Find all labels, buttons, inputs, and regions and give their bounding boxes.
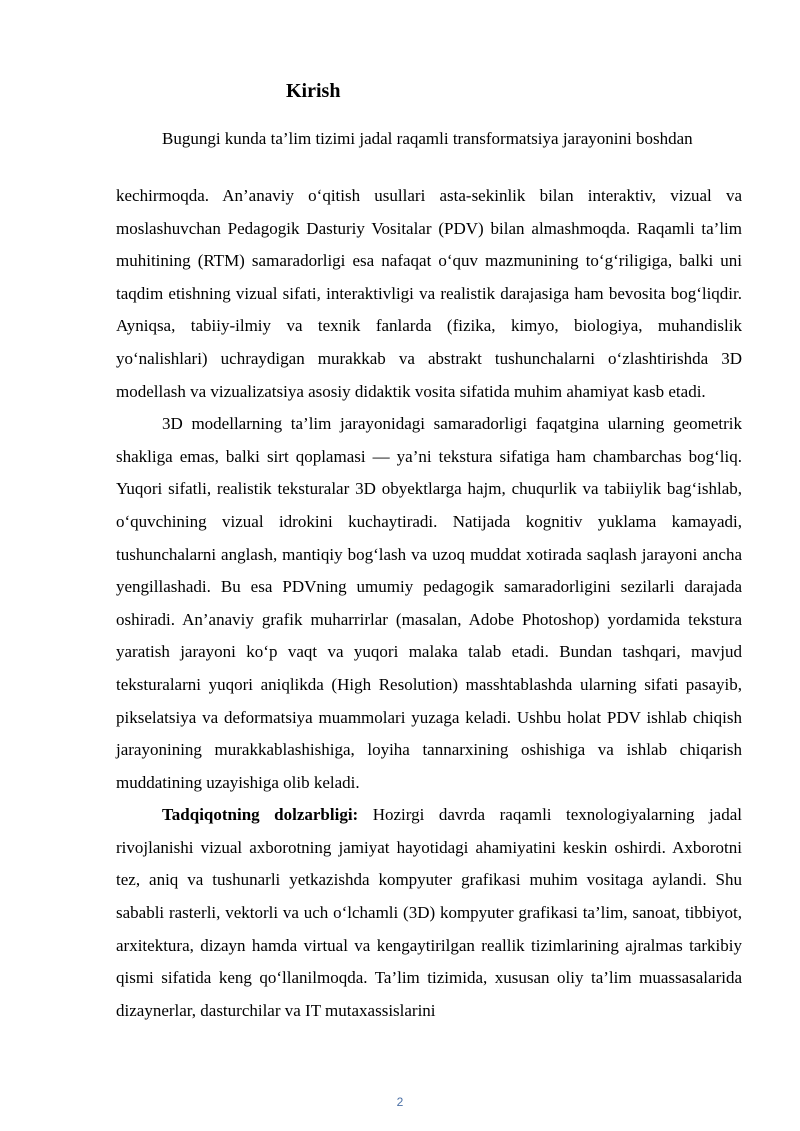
paragraph-3 xyxy=(116,799,742,1027)
paragraph-1-continuation: kechirmoqda. An’anaviy o‘qitish usullari asta-sekinlik bilan interaktiv, vizual va moslashuvchan Pedagogik Dasturiy Vositalar (PDV) bilan almashmoqda. Raqamli ta’lim muhitining (RTM) samaradorligi esa nafaqat o‘quv mazmunining to‘g‘riligiga, balki uni taqdim etishning vizual sifati, interaktivligi va realistik darajasiga ham bevosita bog‘liqdir. Ayniqsa, tabiiy-ilmiy va texnik fanlarda (fizika, kimyo, biologiya, muhandislik yo‘nalishlari) uchraydigan murakkab va abstrakt tushunchalarni o‘zlashtirishda 3D modellash va vizualizatsiya asosiy didaktik vosita sifatida muhim ahamiyat kasb etadi. xyxy=(116,186,742,401)
page-number: 2 xyxy=(396,1095,404,1109)
relevance-label: Tadqiqotning dolzarbligi: xyxy=(162,805,359,825)
paragraph-2: 3D modellarning ta’lim jarayonidagi samaradorligi faqatgina ularning geometrik shakliga emas, balki sirt qoplamasi — ya’ni tekstura sifatiga ham chambarchas bog‘liq. Yuqori sifatli, realistik teksturalar 3D obyektlarga hajm, chuqurlik va tabiiylik bag‘ishlab, o‘quvchining vizual idrokini kuchaytiradi. Natijada kognitiv yuklama kamayadi, tushunchalarni anglash, mantiqiy bog‘lash va uzoq muddat xotirada saqlash jarayoni ancha yengillashadi. Bu esa PDVning umumiy pedagogik samaradorligini sezilarli darajada oshiradi. An’anaviy grafik muharrirlar (masalan, Adobe Photoshop) yordamida tekstura yaratish jarayoni ko‘p vaqt va yuqori malaka talab etadi. Bundan tashqari, mavjud teksturalarni yuqori aniqlikda (High Resolution) masshtablashda ularning sifati pasayib, pikselatsiya va deformatsiya muammolari yuzaga keladi. Ushbu holat PDV ishlab chiqish jarayonining murakkablashishiga, loyiha tannarxining oshishiga va ishlab chiqarish muddatining uzayishiga olib keladi. xyxy=(116,414,742,792)
section-title: Kirish xyxy=(286,80,341,102)
document-body xyxy=(116,180,742,1027)
paragraph-3-text: Hozirgi davrda raqamli texnologiyalarning jadal rivojlanishi vizual axborotning jamiyat hayotidagi ahamiyatini keskin oshirdi. Axborotni tez, aniq va tushunarli yetkazishda kompyuter grafikasi muhim vositaga aylandi. Shu sababli rasterli, vektorli va uch o‘lchamli (3D) kompyuter grafikasi ta’lim, sanoat, tibbiyot, arxitektura, dizayn hamda virtual va kengaytirilgan reallik tizimlarining ajralmas tarkibiy qismi sifatida keng qo‘llanilmoqda. Ta’lim tizimida, xususan oliy ta’lim muassasalarida dizaynerlar, dasturchilar va IT mutaxassislarini xyxy=(116,805,742,1020)
paragraph-1-first-line: Bugungi kunda ta’lim tizimi jadal raqamli transformatsiya jarayonini boshdan xyxy=(162,129,693,148)
